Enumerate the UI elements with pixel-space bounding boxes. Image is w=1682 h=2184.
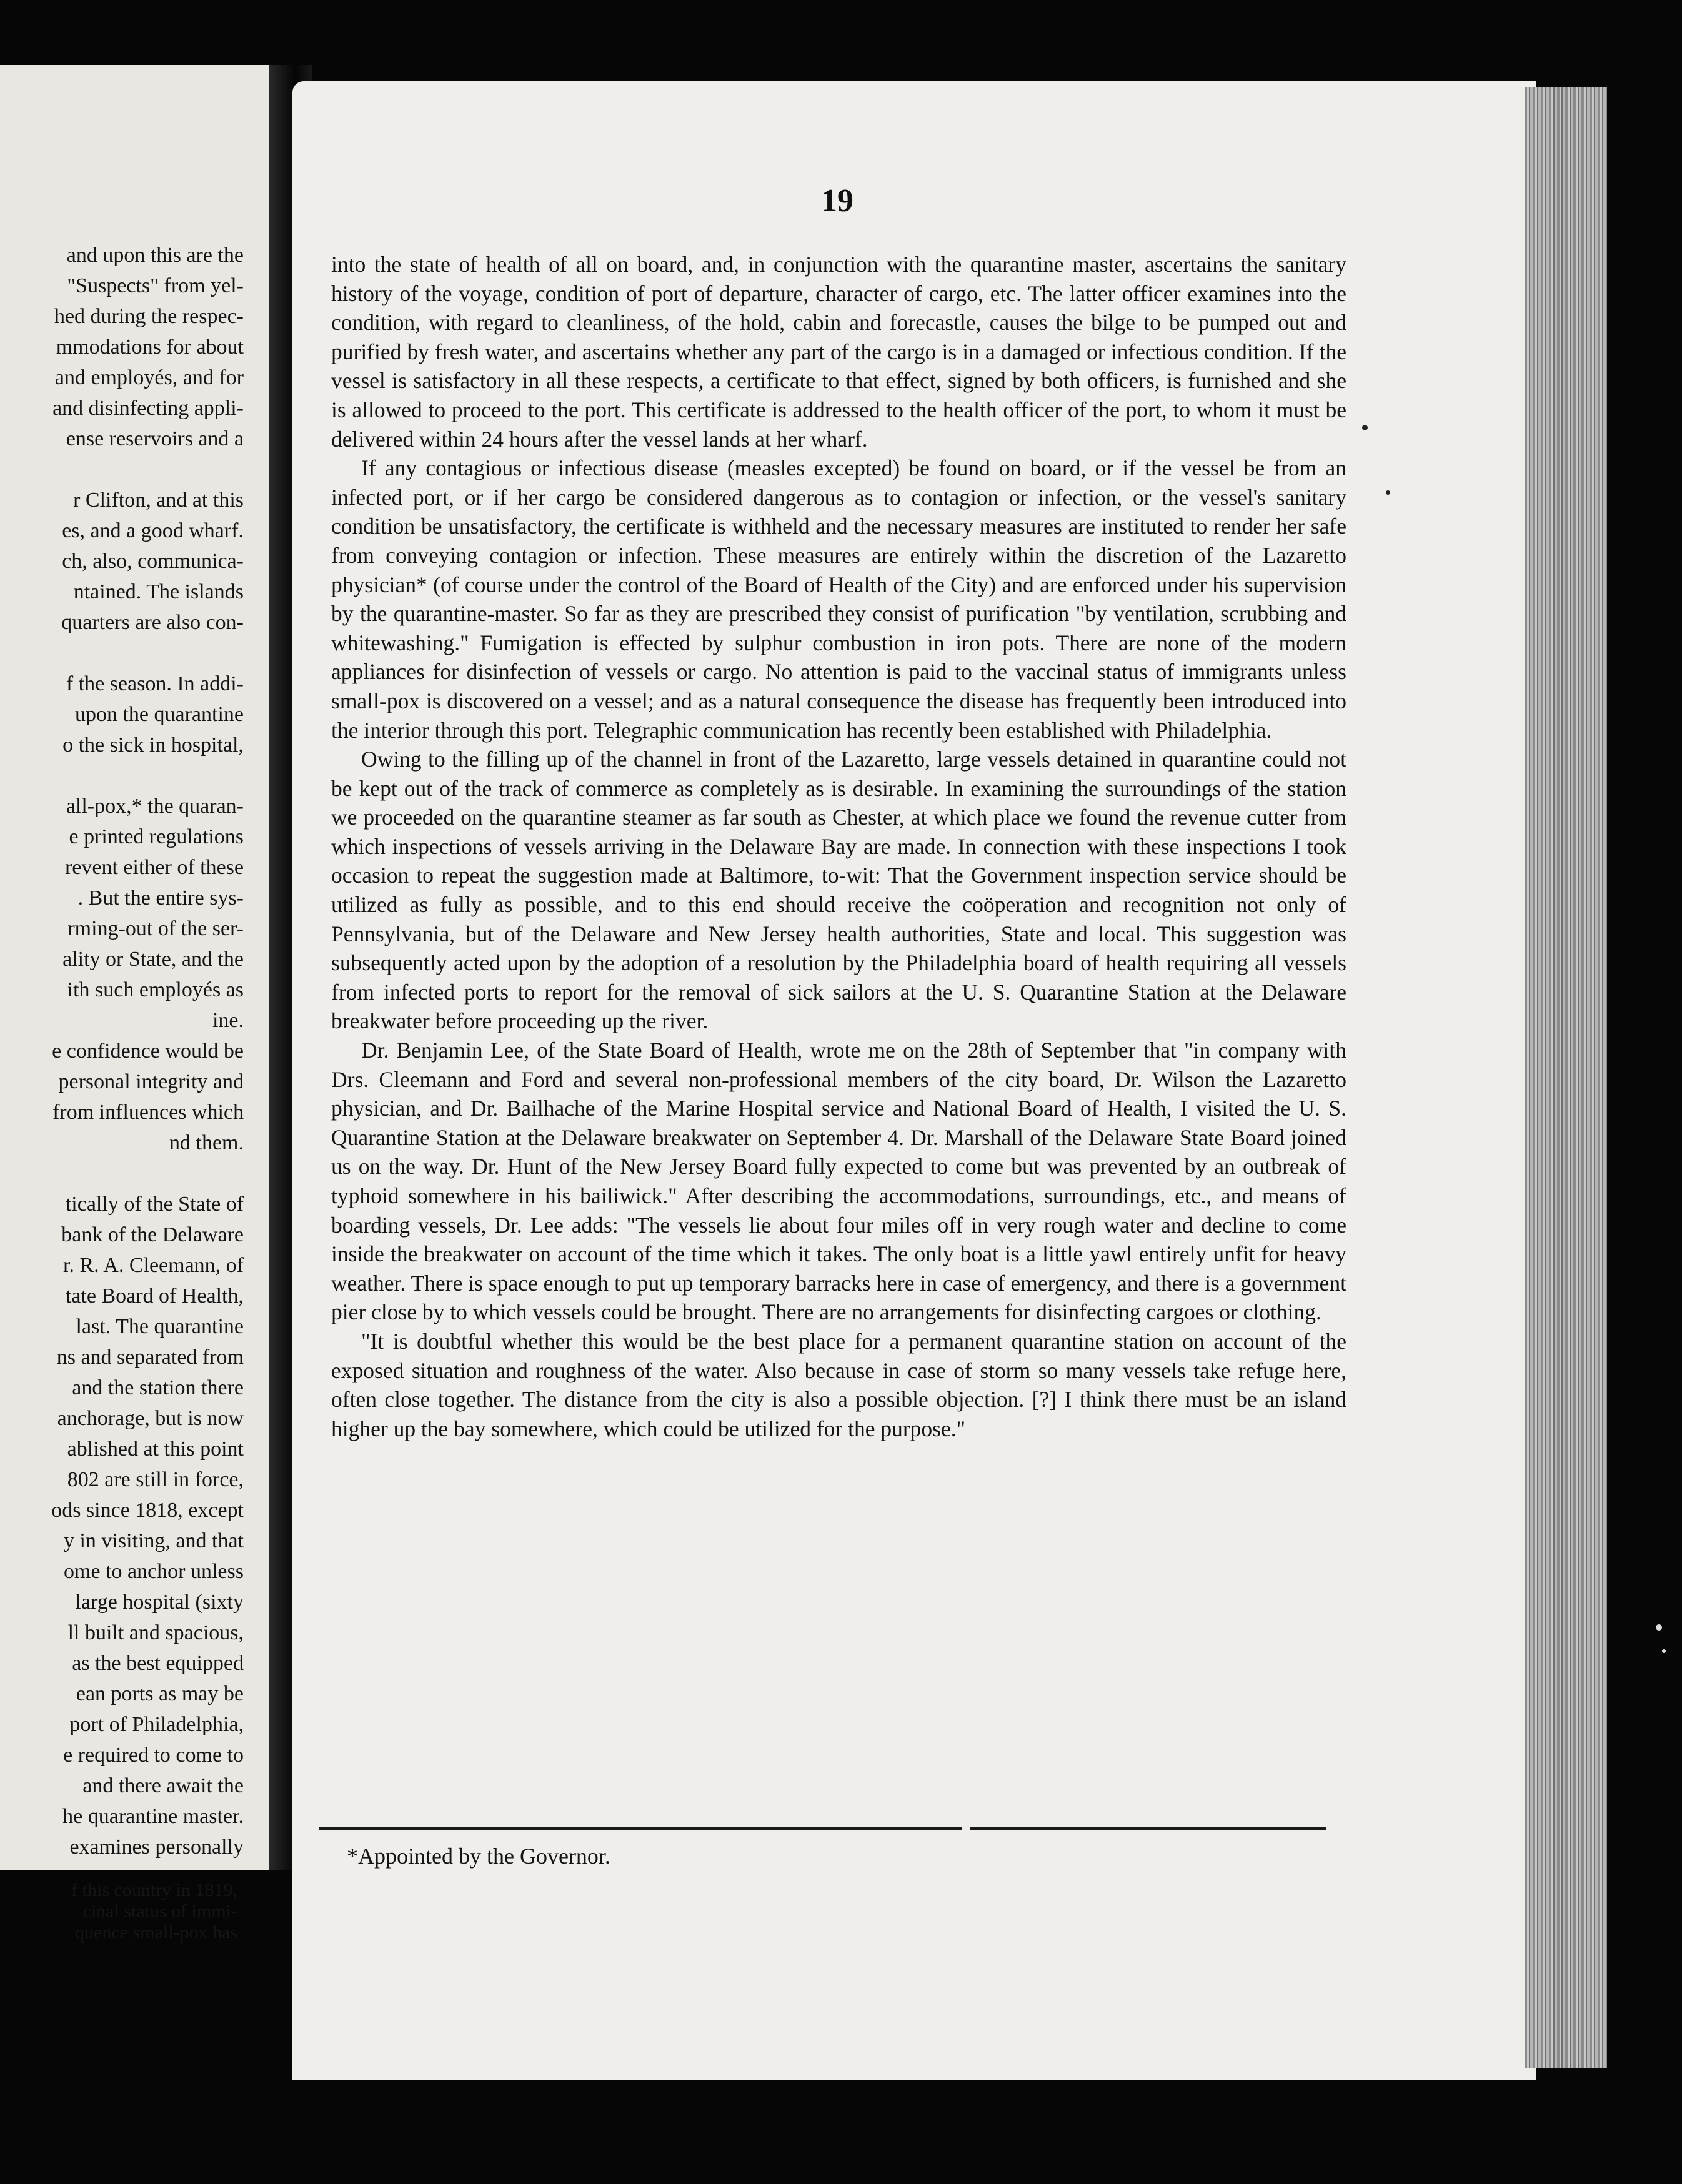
left-page-line — [0, 638, 244, 668]
page-number: 19 — [821, 183, 853, 219]
footnote: *Appointed by the Governor. — [347, 1844, 610, 1869]
left-page-line: ns and separated from — [56, 1346, 244, 1369]
left-page-line: from influences which — [52, 1101, 244, 1124]
speck — [1362, 425, 1368, 430]
left-page-line: r. R. A. Cleemann, of — [63, 1254, 244, 1277]
left-page-footnote-line: quence small-pox has — [75, 1922, 237, 1943]
left-page-line: o the sick in hospital, — [62, 733, 244, 757]
left-page-line: anchorage, but is now — [57, 1407, 244, 1430]
left-page-line: and disinfecting appli- — [52, 397, 244, 420]
left-page-line: ntained. The islands — [73, 580, 244, 603]
paragraph: Owing to the filling up of the channel in front of the Lazaretto, large vessels detained in quarantine could not be kept out of the track of commerce as completely as is desirable. In examining the surroundings of the station we proceeded on the quarantine steamer as far south as Chester, at which place we found the revenue cutter from which inspections of vessels arriving in the Delaware Bay are made. In connection with these inspections I took occasion to repeat the suggestion made at Baltimore, to-wit: That the Government inspection service should be utilized as fully as possible, and to this end should receive the coöperation and recognition not only of Pennsylvania, but of the Delaware and New Jersey health authorities, State and local. This suggestion was subsequently acted upon by the adoption of a resolution by the Philadelphia board of health requiring all vessels from infected ports to report for the removal of sick sailors at the U. S. Quarantine Station at the Delaware breakwater before proceeding up the river. — [331, 747, 1346, 1034]
paragraph: If any contagious or infectious disease (measles excepted) be found on board, or if the vessel be from an infected port, or if her cargo be considered dangerous as to contagion or infection, or the vessel's sanitary condition be unsatisfactory, the certificate is withheld and the necessary measures are instituted to render her safe from conveying contagion or infection. These measures are entirely within the discretion of the Lazaretto physician* (of course under the control of the Board of Health of the City) and are enforced under his supervision by the quarantine-master. So far as they are prescribed they consist of purification "by ventilation, scrubbing and whitewashing." Fumigation is effected by sulphur combustion in iron pots. There are none of the modern appliances for disinfection of vessels or cargo. No attention is paid to the vaccinal status of immigrants unless small-pox is discovered on a vessel; and as a natural consequence the disease has frequently been introduced into the interior through this port. Telegraphic communication has recently been established with Philadelphia. — [331, 455, 1346, 743]
page-edges — [1525, 87, 1607, 2068]
left-page-line: ome to anchor unless — [64, 1560, 244, 1583]
left-page-line: ense reservoirs and a — [66, 427, 244, 450]
left-page-line: bank of the Delaware — [61, 1223, 244, 1246]
footnote-rule — [970, 1827, 1326, 1830]
left-page-line: examines personally — [69, 1835, 244, 1859]
left-page-line: and employés, and for — [54, 366, 244, 389]
left-page-line: last. The quarantine — [76, 1315, 244, 1338]
left-page-line: upon the quarantine — [74, 703, 244, 726]
speck — [1662, 1649, 1666, 1653]
left-page-line — [0, 1158, 244, 1189]
left-page — [0, 65, 269, 1943]
left-page-line: tate Board of Health, — [65, 1284, 244, 1308]
left-page-line — [0, 760, 244, 791]
left-page-line: 802 are still in force, — [67, 1468, 244, 1491]
left-page-line — [0, 454, 244, 485]
left-page-line: all-pox,* the quaran- — [66, 795, 244, 818]
speck — [1656, 1624, 1662, 1631]
left-page-line: nd them. — [169, 1131, 244, 1154]
left-page-footnote — [0, 1880, 237, 1943]
left-page-line: and upon this are the — [66, 244, 244, 267]
left-page-footnote-line: cinal status of immi- — [82, 1901, 237, 1922]
left-page-line: ith such employés as — [67, 978, 244, 1001]
left-page-line: e required to come to — [63, 1744, 244, 1767]
left-page-line: "Suspects" from yel- — [67, 274, 244, 297]
left-page-line: quarters are also con- — [61, 611, 244, 634]
left-page-line: ods since 1818, except — [51, 1499, 244, 1522]
left-page-line: port of Philadelphia, — [69, 1713, 244, 1736]
left-page-line: e confidence would be — [52, 1040, 244, 1063]
left-page-line: ablished at this point — [67, 1437, 244, 1461]
left-page-line: large hospital (sixty — [75, 1591, 244, 1614]
left-page-footnote-line: f this country in 1819, — [71, 1880, 237, 1900]
left-page-line: revent either of these — [64, 856, 244, 879]
speck — [1386, 490, 1390, 495]
footnote-rule — [319, 1827, 962, 1830]
left-page-line: as the best equipped — [72, 1652, 244, 1675]
left-page-line: hed during the respec- — [54, 305, 244, 328]
paragraph: into the state of health of all on board, and, in conjunction with the quarantine master, ascertains the sanitary history of the voyage, condition of port of departure, character of cargo, etc. The latter officer examines into the condition, with regard to cleanliness, of the hold, cabin and forecastle, causes the bilge to be pumped out and purified by fresh water, and ascertains whether any part of the cargo is in a damaged or infectious condition. If the vessel is satisfactory in all these respects, a certificate to that effect, signed by both officers, is furnished and she is allowed to proceed to the port. This certificate is addressed to the health officer of the port, to whom it must be delivered within 24 hours after the vessel lands at her wharf. — [331, 252, 1346, 452]
left-page-line: . But the entire sys- — [77, 886, 244, 910]
left-page-line: ean ports as may be — [76, 1682, 244, 1705]
left-page-line: and there await the — [82, 1774, 244, 1797]
body-text — [331, 250, 1346, 1443]
paragraph: "It is doubtful whether this would be the best place for a permanent quarantine station on account of the exposed situation and roughness of the water. Also because in case of storm so many vessels take refuge here, often close together. The distance from the city is also a possible objection. [?] I think there must be an island higher up the bay somewhere, which could be utilized for the purpose." — [331, 1328, 1346, 1441]
left-page-line: ll built and spacious, — [67, 1621, 244, 1644]
left-page-line: y in visiting, and that — [63, 1529, 244, 1552]
left-page-line: e printed regulations — [69, 825, 244, 848]
left-page-line: mmodations for about — [56, 335, 244, 359]
left-page-line: rming-out of the ser- — [67, 917, 244, 940]
left-page-line: personal integrity and — [58, 1070, 244, 1093]
paragraph: Dr. Benjamin Lee, of the State Board of Health, wrote me on the 28th of September that "in company with Drs. Cleemann and Ford and several non-professional members of the city board, Dr. Wilson the Lazaretto physician, and Dr. Bailhache of the Marine Hospital service and National Board of Health, I visited the U. S. Quarantine Station at the Delaware breakwater on September 4. Dr. Marshall of the Delaware State Board joined us on the way. Dr. Hunt of the New Jersey Board fully expected to come but was prevented by an outbreak of typhoid somewhere in his bailiwick." After describing the accommodations, surroundings, etc., and means of boarding vessels, Dr. Lee adds: "The vessels lie about four miles off in very rough water and decline to come inside the breakwater on account of the time which it takes. The only boat is a little yawl entirely unfit for heavy weather. There is space enough to put up temporary barracks here in case of emergency, and there is a government pier close by to which vessels could be brought. There are no arrangements for disinfecting cargoes or clothing. — [331, 1038, 1346, 1325]
left-page-line: es, and a good wharf. — [62, 519, 244, 542]
left-page-line: and the station there — [72, 1376, 244, 1399]
left-page-line: he quarantine master. — [62, 1805, 244, 1828]
left-page-line: f the season. In addi- — [66, 672, 244, 695]
left-page-line: tically of the State of — [65, 1193, 244, 1216]
left-page-text — [0, 240, 244, 1862]
left-page-line: ine. — [212, 1009, 244, 1032]
left-page-line: ch, also, communica- — [62, 550, 244, 573]
left-page-line: ality or State, and the — [62, 948, 244, 971]
left-page-line: r Clifton, and at this — [73, 489, 244, 512]
